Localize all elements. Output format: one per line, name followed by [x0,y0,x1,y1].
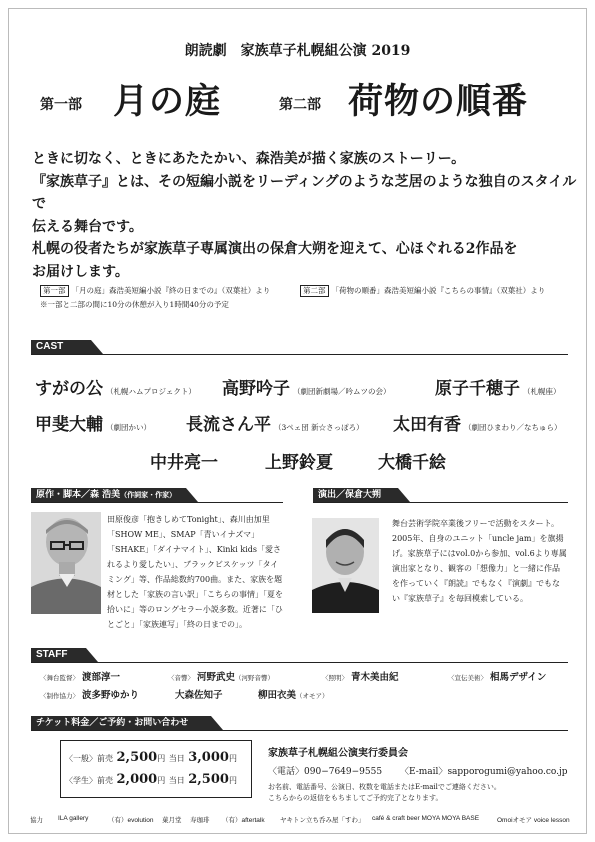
sponsor-item: café & craft beer MOYA MOYA BASE [372,815,480,822]
sponsor-item: 菓月堂 [162,817,182,824]
intro-line: 札幌の役者たちが家族草子専属演出の保倉大朔を迎えて、心ほぐれる2作品を [32,241,518,257]
staff-section-bar [31,648,568,663]
cast-member: 原子千穂子 （札幌座） [435,379,561,399]
part1-title: 月の庭 [113,81,222,122]
director-heading: 演出／保倉大朔 [313,488,398,502]
cast-member: 上野鈴夏 [265,453,333,473]
ticket-section-bar [31,716,568,731]
director-photo [312,518,379,613]
cast-member: 高野吟子 （劇団新劇場／吟ムツの会） [222,379,391,399]
sponsor-item: 寿珈琲 [190,817,210,824]
source-part2: 第二部 「荷物の順番」森浩美短編小説『こちらの事情』（双葉社）より [300,285,545,297]
director-bio: 舞台芸術学院卒業後フリーで活動をスタート。2005年、自身のユニット「uncle jam」を旗揚げ。家族草子にはvol.0から参加、vol.6より専属演出家となり、観客の「想像力」と一緒に作品を作っていく『朗読』でもなく『演劇』でもない『家族草子』を毎回模索している。 [392,519,567,603]
contact-note: お名前、電話番号、公演日、枚数を電話またはE-mailでご連絡ください。 [268,783,501,791]
staff-entry: 大森佐知子 [175,690,223,701]
intermission-note: ※一部と二部の間に10分の休憩が入り1時間40分の予定 [40,300,229,309]
cast-member: 中井亮一 [150,453,218,473]
author-heading: 原作・脚本／森 浩美（作詞家・作家） [31,488,186,502]
student-price: 〈学生〉前売 2,000円 当日 2,500円 [65,772,237,787]
intro-line: 伝える舞台です。 [32,218,143,235]
intro-line: ときに切なく、ときにあたたかい、森浩美が描く家族のストーリー。 [32,151,466,167]
cast-heading: CAST [31,340,91,354]
part1-label: 第一部 [40,97,82,113]
sponsor-item: （有）aftertalk [222,817,265,824]
cast-member: 太田有香 （劇団ひまわり／なちゅら） [393,415,562,435]
intro-line: お届けします。 [32,263,129,280]
staff-entry: 〈舞台監督〉 渡部淳一 [40,672,121,683]
ticket-heading: チケット料金／ご予約・お問い合わせ [31,716,211,730]
sponsor-item: ILA gallery [58,815,89,822]
intro-text [32,148,577,283]
sponsor-item: ヤキトン立ち呑み屋「すわ」 [280,817,365,824]
intro-line: 『家族草子』とは、その短編小説をリーディングのような芝居のような独自のスタイルで [32,173,577,212]
part2-title: 荷物の順番 [348,81,529,122]
author-photo [31,512,101,614]
staff-entry: 柳田衣美（オモア） [258,690,329,701]
staff-entry: 〈宣伝美術〉 相馬デザイン [448,672,547,683]
general-price: 〈一般〉前売 2,500円 当日 3,000円 [65,750,237,765]
staff-entry: 〈照明〉 青木美由紀 [322,672,399,683]
cast-section-bar [31,340,568,355]
sponsor-item: （有）evolution [108,817,154,824]
author-section-bar [31,488,283,503]
cast-member: 大橋千絵 [378,453,446,473]
source-part1: 第一部 「月の庭」森浩美短編小説『終の日までの』（双葉社）より [40,285,270,297]
cast-member: 甲斐大輔 （劇団かい） [35,415,151,435]
author-bio: 田原俊彦「抱きしめてTonight」、森川由加里「SHOW ME」、SMAP「青いイナズマ」「SHAKE」「ダイナマイト」、Kinki kids「愛されるより愛したい」、ブラックビスケッツ「タイミング」等、作品総数約700曲。また、家族を題材とした「家族の言い訳」「こちらの事情」「夏を拾いに」等のロングセラー小説多数。近著に「ひとごと」「家族連写」「終の日までの」。 [107,515,283,629]
contact-email[interactable]: 〈E-mail〉sapporogumi@yahoo.co.jp [400,767,568,777]
director-section-bar [313,488,568,503]
sponsor-label: 協力 [30,817,43,824]
contact-phone[interactable]: 〈電話〉090−7649−9555 [268,767,383,777]
cast-member: すがの公 （札幌ハムプロジェクト） [35,379,196,399]
contact-note: こちらからの返信をもちましてご予約完了となります。 [268,794,443,802]
source-tag: 第一部 [40,285,69,297]
staff-entry: 〈制作協力〉 波多野ゆかり [40,690,140,701]
cast-member: 長流さん平 （3ペェ団 新☆さっぽろ） [186,415,364,435]
event-header: 朗読劇 家族草子札幌組公演 2019 [184,43,411,59]
ticket-price-box [60,740,252,798]
part2-label: 第二部 [279,97,321,113]
source-tag: 第二部 [300,285,329,297]
staff-heading: STAFF [31,648,86,662]
staff-entry: 〈音響〉 河野武史（河野音響） [168,672,275,683]
sponsor-item: Omoiオモア voice lesson [497,817,570,824]
contact-org: 家族草子札幌組公演実行委員会 [268,748,408,759]
